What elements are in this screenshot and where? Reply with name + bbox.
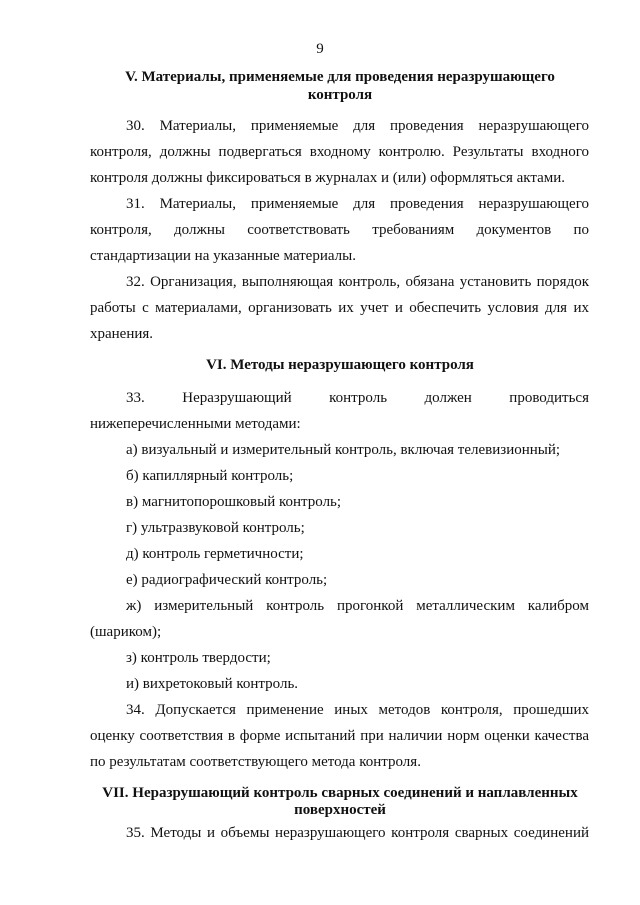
section-v-heading-line1: V. Материалы, применяемые для проведения неразрушающего: [125, 69, 555, 85]
paragraph-line: стандартизации на указанные материалы.: [90, 248, 356, 264]
paragraph-line: 31. Материалы, применяемые для проведения неразрушающего: [126, 196, 589, 212]
paragraph-line: 33. Неразрушающий контроль должен проводиться: [126, 390, 589, 406]
section-vii-heading-line1: VII. Неразрушающий контроль сварных соединений и наплавленных: [102, 785, 578, 801]
list-item: е) радиографический контроль;: [126, 572, 328, 588]
list-item-continuation: (шариком);: [90, 624, 162, 640]
section-v-heading-line2: контроля: [307, 87, 373, 103]
list-item: а) визуальный и измерительный контроль, включая телевизионный;: [126, 442, 561, 458]
paragraph-line: по результатам соответствующего метода контроля.: [90, 754, 421, 770]
paragraph-line: 32. Организация, выполняющая контроль, обязана установить порядок: [126, 274, 589, 290]
list-item: з) контроль твердости;: [126, 650, 271, 666]
paragraph-line: 34. Допускается применение иных методов контроля, прошедших: [126, 702, 589, 718]
paragraph-line: контроля, должны подвергаться входному контролю. Результаты входного: [90, 144, 589, 160]
paragraph-line: нижеперечисленными методами:: [90, 416, 301, 432]
list-item: б) капиллярный контроль;: [126, 468, 294, 484]
paragraph-line: оценку соответствия в форме испытаний при наличии норм оценки качества: [90, 728, 589, 744]
paragraph-line: контроля должны фиксироваться в журналах и (или) оформляться актами.: [90, 170, 566, 186]
paragraph-35-line: 35. Методы и объемы неразрушающего контроля сварных соединений: [126, 825, 589, 841]
section-vii-heading-line2: поверхностей: [294, 802, 386, 818]
list-item: ж) измерительный контроль прогонкой металлическим калибром: [126, 598, 589, 614]
list-item: д) контроль герметичности;: [126, 546, 304, 562]
section-vi-heading: VI. Методы неразрушающего контроля: [206, 357, 474, 373]
page-number: 9: [316, 41, 324, 57]
list-item: в) магнитопорошковый контроль;: [126, 494, 342, 510]
paragraph-line: 30. Материалы, применяемые для проведения неразрушающего: [126, 118, 589, 134]
paragraph-line: работы с материалами, организовать их учет и обеспечить условия для их: [90, 300, 589, 316]
paragraph-line: хранения.: [90, 326, 154, 342]
list-item: и) вихретоковый контроль.: [126, 676, 299, 692]
paragraph-line: контроля, должны соответствовать требованиям документов по: [90, 222, 589, 238]
list-item: г) ультразвуковой контроль;: [126, 520, 305, 536]
